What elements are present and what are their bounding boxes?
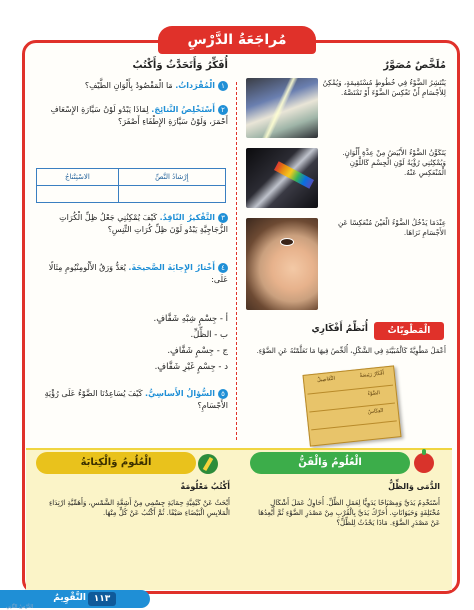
table-header-text-clue: إِرْشادُ النَّصِّ [118,169,225,186]
page-title: مُراجَعَةُ الدَّرْسِ [158,26,316,54]
foldable-label-light: الضَّوْءُ [367,390,381,398]
science-art-header: الْعُلُومُ وَالْفَنُّ [250,452,410,474]
question-keyword-3: التَّفْكيرُ النّاقِدُ. [159,213,215,222]
question-text-5: كَيْفَ يُسَاعِدُنَا الضَّوْءُ عَلَى رُؤْيَةِ الأَجْسَامِ؟ [44,389,228,410]
foldables-logo: الْمَطْويّاتُ [374,322,444,340]
science-writing-header: الْعُلُومُ وَالْكِتابَةُ [36,452,196,474]
question-keyword-4: أَخْتارُ الإِجابَةَ الصَّحيحَةَ. [128,263,215,272]
question-text-1: مَا الْمَقْصُودُ بِأَلْوَانِ الطَّيْفِ؟ [84,81,173,90]
foldable-card-illustration [302,365,401,446]
question-4 [32,262,228,286]
answer-option-c[interactable]: ج - جِسْمٍ شَفَّافٍ. [167,346,228,356]
summary-heading: مُلَخَّصٌ مُصَوَّرٌ [383,60,446,71]
summary-item-3 [246,218,446,310]
conclusion-table [36,168,226,203]
question-keyword-1: الْمُفْرَداتُ. [175,81,215,90]
table-header-conclusion: الاسْتِنْتاجُ [37,169,119,186]
question-text-4: يُعَدُّ وَرَقُ الأَلُومِنْيُومِ مِثَالًا عَلَى: [48,263,228,284]
question-5 [32,388,228,412]
question-text-2: لِمَاذَا يَبْدُو لَوْنُ سَيَّارَةِ الإِسْعَافِ أَحْمَرَ، وَلَوْنُ سَيَّارَةِ الإِطْفَاءِ أَصْفَرَ؟ [50,105,228,126]
light-beam-photo [246,78,318,138]
science-writing-text: أَبْحَثُ عَنْ كَيْفِيَّةِ حِمَايَةِ جِسْمِي مِنْ أَشِعَّةِ الشَّمْسِ، وَأَهَمِّيَّةِ ارْتِدَاءِ الْمَلابِسِ الْبَيْضَاءِ صَيْفًا. ثُمَّ أَكْتُبُ عَنْ كُلٍّ مِنْهَا. [48,499,230,517]
question-number-1: ١ [218,81,228,91]
question-keyword-2: أَسْتَخْلِصُ النَّتائِجَ. [151,105,215,114]
column-divider [236,82,238,440]
question-2 [32,104,228,128]
apple-icon [414,453,434,473]
foldables-title: أُنَظِّمُ أَفْكَارِي [311,324,368,334]
foldables-instruction: أَعْمَلُ مَطْوِيَّةً كَالْمُبَيَّنَةِ فِي الشَّكْلِ، أُلَخِّصُ فِيهَا مَا تَعَلَّمْتُهُ عَنِ الضَّوْءِ. [256,347,446,355]
foldable-label-details: التَّفَاصِيلُ [316,375,336,384]
summary-text-3: عِنْدَمَا يَدْخُلُ الضَّوْءُ الْعَيْنَ مُنْعَكِسًا عَنِ الأَجْسَامِ نَرَاهَا. [338,218,446,237]
answer-option-d[interactable]: د - جِسْمٍ غَيْرِ شَفَّافٍ. [154,362,228,372]
question-number-2: ٢ [218,105,228,115]
question-number-3: ٣ [218,213,228,223]
summary-text-2: يَتَكَوَّنُ الضَّوْءُ الأَبْيَضُ مِنْ عِدَّةِ أَلْوَانٍ. وَيُمْكِنُنِي رُؤْيَةُ لَوْنِ الْجِسْمِ كَاللَّوْنِ الْمُنْعَكِسِ عَنْهُ. [342,148,446,177]
question-3 [32,212,228,236]
question-keyword-5: السُّؤالُ الأَساسِيُّ. [145,389,215,398]
table-cell[interactable] [118,186,225,203]
question-1 [32,80,228,92]
summary-item-2 [246,148,446,208]
prism-photo [246,148,318,208]
question-text-3: كَيْفَ يُمْكِنُنِي جَعْلُ ظِلِّ الْكُرَاتِ الزُّجَاجِيَّةِ يَبْدُو لَوْنَ ظِلِّ كُرَاتِ التِّنِسِ؟ [59,213,228,234]
question-number-4: ٤ [218,263,228,273]
foldable-label-main: أَفْكَارٌ رَئِيسَةٌ [359,370,385,380]
pencil-icon [198,454,218,474]
answer-option-a[interactable]: أ - جِسْمٍ شِبْهِ شَفَّافٍ. [153,314,228,324]
answer-option-b[interactable]: ب - الظِّلِّ. [190,330,228,340]
question-number-5: ٥ [218,389,228,399]
table-cell[interactable] [37,186,119,203]
page-number: ١١٣ [88,592,116,606]
think-heading: أُفَكِّرُ وَأَتَحَدَّثُ وَأَكْتُبُ [132,60,228,71]
footer-subtitle: الدَّرْسُ الثَّانِي [6,604,34,610]
foldable-label-reflection: انْعِكَاسٌ [367,407,384,416]
science-art-subtitle: الدُّمَى وَالظِّلُّ [388,482,440,491]
girl-eye-photo [246,218,318,310]
science-writing-subtitle: أَكْتُبُ مَعْلُومَةً [180,482,230,491]
summary-text-1: يَنْتَشِرُ الضَّوْءُ فِي خُطُوطٍ مُسْتَقِيمَةٍ، وَيُمْكِنُ لِلأَجْسَامِ أَنْ تَعْكِسَ الضَّوْءَ أَوْ تَمْتَصَّهُ. [322,78,446,97]
summary-item-1 [246,78,446,138]
science-art-text: أَسْتَخْدِمُ يَدَيَّ وَمِصْبَاحًا يَدَوِيًّا لِعَمَلِ الظِّلِّ. أُحَاوِلُ عَمَلَ أَشْكَالٍ مُخْتَلِفَةٍ وَحَيَوَانَاتٍ. أُحَرِّكُ يَدَيَّ بِالْقُرْبِ مِنْ مَصْدَرِ الضَّوْءِ ثُمَّ أُبْعِدُهَا عَنْ مَصْدَرِ الضَّوْءِ. مَاذَا يَحْدُثُ لِلظِّلِّ؟ [258,499,440,527]
footer-title: التَّقْوِيمُ [53,593,86,603]
